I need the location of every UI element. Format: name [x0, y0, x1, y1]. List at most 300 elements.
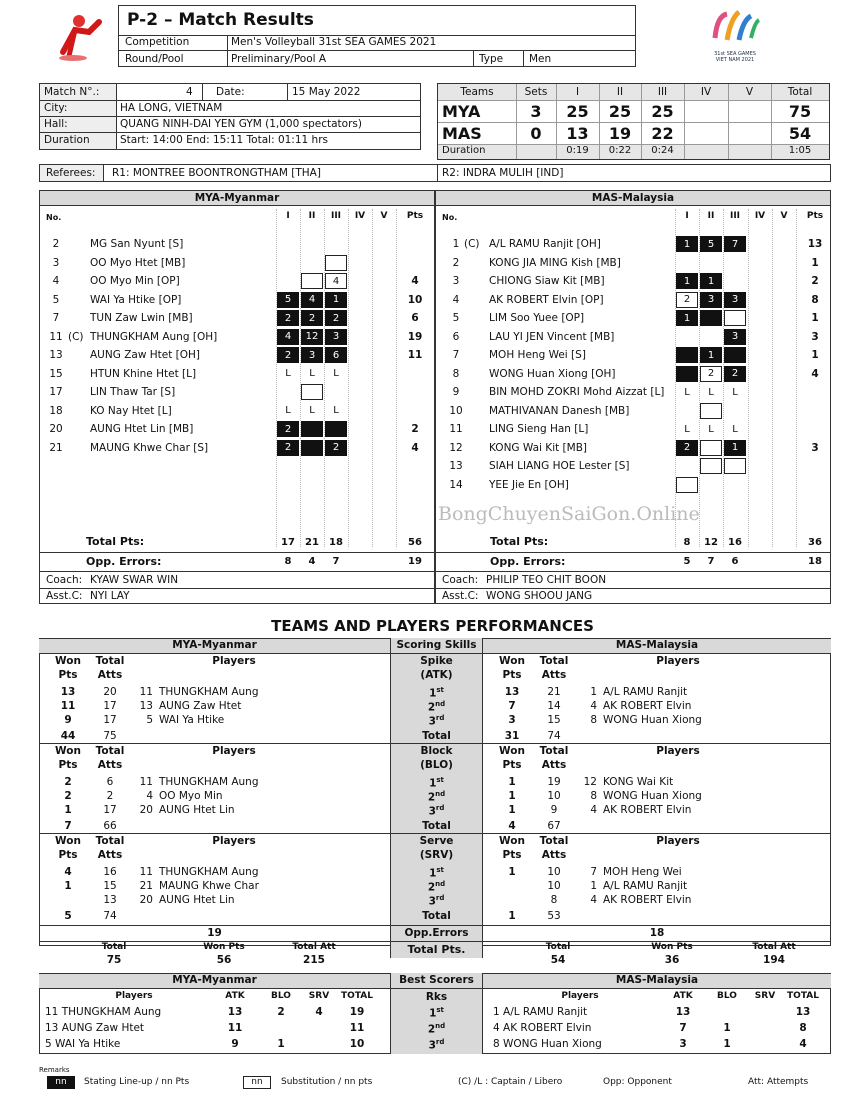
col-won: Won — [55, 655, 81, 667]
player-number: 11 — [49, 330, 63, 343]
rks-label: Rks — [425, 991, 448, 1003]
player-no: 8 — [590, 714, 597, 726]
player-points: 3 — [811, 330, 819, 343]
total-atts: 13 — [103, 894, 117, 906]
set-header: I — [685, 211, 689, 221]
set-cell — [301, 236, 323, 252]
player-name: CHIONG Siaw Kit [MB] — [489, 275, 605, 287]
total-atts: 17 — [103, 714, 117, 726]
team-code: MAS — [442, 124, 482, 143]
set-cell — [700, 440, 722, 456]
duration-value: Start: 14:00 End: 15:11 Total: 01:11 hrs — [120, 134, 328, 146]
opp-label: Opp. Errors: — [490, 555, 566, 568]
col-total: Total — [95, 655, 125, 667]
player-name: AUNG Htet Lin [MB] — [90, 423, 194, 435]
total-cell: 12 — [704, 537, 718, 548]
tot-value: 215 — [303, 954, 325, 966]
set-cell: 4 — [325, 273, 347, 289]
divider — [40, 588, 434, 589]
best-col-header: SRV — [308, 991, 330, 1001]
set-cell — [676, 347, 698, 363]
set-cell: 2 — [277, 421, 299, 437]
set-score: 22 — [651, 124, 674, 143]
tot-value: 36 — [664, 954, 680, 966]
set-cell: 2 — [277, 440, 299, 456]
player-no: 1 — [590, 880, 597, 892]
player-name: KONG Wai Kit [MB] — [489, 441, 588, 454]
player-points: 8 — [811, 293, 819, 306]
total-att: 66 — [103, 820, 117, 832]
player-points: 1 — [811, 256, 819, 269]
set-header: V — [380, 211, 388, 221]
total-atts: 10 — [547, 880, 561, 892]
set-duration: 0:19 — [566, 145, 589, 156]
total-att: 75 — [103, 730, 117, 742]
player-no: 4 — [590, 894, 597, 906]
total-att: 67 — [547, 820, 561, 832]
won-pts: 2 — [64, 790, 72, 802]
set-cell — [277, 236, 299, 252]
player-name: MATHIVANAN Danesh [MB] — [489, 404, 630, 417]
att-legend: Att: Attempts — [748, 1077, 809, 1087]
player-no: 12 — [583, 776, 597, 788]
set-cell: L — [684, 423, 690, 435]
set-cell: 2 — [700, 366, 722, 382]
divider — [436, 588, 830, 589]
rank-number: 3 — [428, 1039, 436, 1052]
set-score: 25 — [566, 102, 589, 121]
perf-skill-head: Scoring Skills — [396, 639, 477, 651]
player-name: LIM Soo Yuee [OP] — [489, 312, 585, 324]
player-number: 2 — [52, 238, 60, 250]
player-name: AK ROBERT Elvin — [603, 804, 692, 816]
remarks-label: Remarks — [39, 1066, 70, 1074]
rank-suffix: nd — [435, 700, 446, 708]
player-number: 10 — [449, 404, 463, 417]
col-pts: Pts — [502, 669, 522, 681]
coach-name: KYAW SWAR WIN — [90, 574, 179, 586]
set-cell — [724, 255, 746, 271]
perf-head-line — [39, 653, 831, 654]
set-cell: 3 — [724, 329, 746, 345]
set-cell — [700, 477, 722, 493]
mas-opp: 18 — [649, 927, 665, 939]
player-name: THUNGKHAM Aung — [159, 686, 259, 698]
player-number: 13 — [49, 349, 63, 361]
starting-legend: Stating Line-up / nn Pts — [84, 1077, 190, 1087]
player-no: 13 — [139, 700, 153, 712]
total-won: 7 — [64, 820, 72, 832]
player-name: KO Nay Htet [L] — [90, 404, 172, 417]
set-col-line — [348, 209, 349, 547]
tot-value: 194 — [763, 954, 785, 966]
starting-swatch: nn — [47, 1076, 75, 1089]
total-won: 4 — [508, 820, 516, 832]
set-col-line — [372, 209, 373, 547]
asst-label: Asst.C: — [442, 590, 479, 602]
player-name: BIN MOHD ZOKRI Mohd Aizzat [L] — [489, 386, 665, 398]
total-atts: 17 — [103, 700, 117, 712]
player-name: THUNGKHAM Aung [OH] — [90, 330, 218, 343]
total-atts: 14 — [547, 700, 561, 712]
player-no: 5 — [146, 714, 153, 726]
set-cell: 2 — [325, 310, 347, 326]
mya-opp: 19 — [207, 927, 222, 939]
player-no: 8 — [590, 790, 597, 802]
total-cell: 17 — [281, 537, 295, 548]
player-name: OO Myo Min [OP] — [90, 275, 180, 287]
set-score: 25 — [608, 102, 632, 121]
section-line — [39, 743, 831, 744]
best-title: Best Scorers — [399, 974, 474, 986]
hall-label: Hall: — [44, 118, 68, 130]
rank-number: 1 — [429, 687, 437, 700]
scorer-stat: 13 — [675, 1006, 691, 1018]
rank — [390, 700, 483, 714]
player-number: 7 — [52, 312, 60, 324]
set-cell — [277, 255, 299, 271]
date-label: Date: — [216, 86, 245, 98]
total-att: 74 — [547, 730, 561, 742]
player-name: AK ROBERT Elvin — [603, 894, 692, 906]
scorer-stat: 1 — [723, 1038, 731, 1050]
col-total: Total — [95, 835, 125, 847]
rank-number: 1 — [429, 1007, 437, 1020]
set-cell: 1 — [724, 440, 746, 456]
player-name: AUNG Htet Lin — [159, 804, 235, 816]
score-header: IV — [700, 86, 712, 98]
total-atts: 6 — [106, 776, 114, 788]
opp-cell: 7 — [707, 556, 715, 567]
col-won: Won — [55, 745, 81, 757]
tot-header: Won Pts — [651, 942, 693, 952]
section-line — [39, 833, 831, 834]
sets-won: 0 — [530, 124, 542, 143]
player-number: 3 — [52, 256, 60, 269]
player-name: AUNG Htet Lin — [159, 894, 235, 906]
set-cell: 5 — [277, 292, 299, 308]
col-players: Players — [656, 655, 700, 667]
opp-cell: 8 — [284, 556, 292, 567]
player-points: 4 — [811, 367, 819, 380]
player-name: TUN Zaw Lwin [MB] — [90, 312, 193, 324]
skill-name: Spike — [420, 655, 453, 667]
player-number: 14 — [449, 478, 463, 491]
best-rank — [390, 1022, 483, 1036]
mas-roster — [435, 190, 831, 604]
set-header: IV — [754, 211, 766, 221]
scorer-stat: 2 — [277, 1006, 285, 1018]
set-cell: 3 — [700, 292, 722, 308]
won-pts: 1 — [64, 804, 72, 816]
set-cell — [700, 310, 722, 326]
best-col-header: ATK — [673, 991, 693, 1001]
best-col-header: SRV — [754, 991, 776, 1001]
won-pts: 1 — [508, 866, 516, 878]
coach-name: PHILIP TEO CHIT BOON — [486, 574, 607, 586]
player-no: 4 — [590, 700, 597, 712]
best-rank — [390, 1038, 483, 1052]
sea-games-logo — [705, 8, 765, 66]
player-no: 20 — [139, 894, 153, 906]
rank — [390, 880, 483, 894]
rank-number: 2 — [427, 881, 436, 894]
player-name: KONG JIA MING Kish [MB] — [489, 256, 621, 269]
scorer-stat: 13 — [227, 1006, 243, 1018]
page-title: P-2 – Match Results — [127, 10, 314, 30]
total-att: 53 — [547, 910, 561, 922]
scorer-name: 5 WAI Ya Htike — [45, 1038, 121, 1050]
total-points: 75 — [788, 102, 812, 121]
player-points: 6 — [411, 312, 419, 324]
set-cell: 1 — [700, 273, 722, 289]
set-cell — [277, 273, 299, 289]
set-cell: 2 — [724, 366, 746, 382]
player-number: 17 — [49, 386, 63, 398]
scorer-stat: 1 — [723, 1022, 731, 1034]
col-pts: Pts — [58, 669, 78, 681]
best-mas-head: MAS-Malaysia — [483, 974, 831, 988]
player-points: 3 — [811, 441, 819, 454]
rank-suffix: rd — [435, 804, 445, 812]
player-points: 10 — [407, 293, 423, 306]
total-atts: 10 — [547, 790, 561, 802]
won-pts: 13 — [504, 686, 520, 698]
rank-suffix: st — [436, 866, 444, 874]
skill-name: Serve — [419, 835, 454, 847]
player-number: 5 — [452, 312, 460, 324]
player-number: 21 — [49, 441, 63, 454]
total-atts: 9 — [550, 804, 558, 816]
won-pts: 2 — [64, 776, 72, 788]
set-cell: 1 — [676, 310, 698, 326]
rank-suffix: rd — [435, 714, 445, 722]
rank-number: 2 — [427, 1023, 436, 1036]
score-row-line — [438, 100, 829, 101]
set-cell — [301, 255, 323, 271]
subst-legend: Substitution / nn pts — [281, 1077, 373, 1087]
player-number: 4 — [52, 275, 60, 287]
player-name: OO Myo Min — [159, 790, 223, 802]
divider — [40, 571, 434, 572]
player-no: 11 — [139, 686, 153, 698]
duration-label: Duration — [442, 145, 486, 156]
set-cell: 12 — [301, 329, 323, 345]
total-points: 54 — [788, 124, 812, 143]
rank-number: 1 — [429, 777, 437, 790]
won-pts: 1 — [64, 880, 72, 892]
opp-cell: 18 — [808, 556, 822, 567]
set-cell: 3 — [325, 329, 347, 345]
no-header: No. — [442, 213, 458, 222]
rank — [390, 714, 483, 728]
total-won: 44 — [60, 730, 76, 742]
set-cell: L — [684, 386, 690, 398]
tot-value: 75 — [106, 954, 122, 966]
set-cell — [277, 384, 299, 400]
set-cell — [301, 440, 323, 456]
totpts-label: Total Pts. — [407, 943, 466, 956]
tot-value: 56 — [216, 954, 232, 966]
performance-title: TEAMS AND PLAYERS PERFORMANCES — [271, 617, 594, 635]
player-number: 7 — [452, 349, 460, 361]
won-pts: 3 — [508, 714, 516, 726]
player-name: WAI Ya Htike [OP] — [90, 293, 182, 306]
total-cell: 8 — [683, 537, 691, 548]
total-won: 5 — [64, 910, 72, 922]
set-cell — [700, 255, 722, 271]
won-pts: 9 — [64, 714, 72, 726]
round-label: Round/Pool — [125, 53, 184, 65]
col-won: Won — [499, 655, 525, 667]
set-header: Pts — [806, 211, 824, 221]
player-no: 20 — [139, 804, 153, 816]
won-pts: 13 — [60, 686, 76, 698]
subst-swatch: nn — [243, 1076, 271, 1089]
scorer-name: 13 AUNG Zaw Htet — [45, 1022, 145, 1034]
set-cell: 4 — [277, 329, 299, 345]
player-name: AUNG Zaw Htet [OH] — [90, 349, 201, 361]
set-cell — [325, 236, 347, 252]
city-value: HA LONG, VIETNAM — [120, 102, 223, 114]
col-total: Total — [539, 655, 569, 667]
rank — [390, 894, 483, 908]
rank-number: 2 — [427, 791, 436, 804]
col-pts: Pts — [502, 759, 522, 771]
logo-text-line2: VIET NAM 2021 — [715, 57, 755, 63]
set-cell: 5 — [700, 236, 722, 252]
city-label: City: — [44, 102, 68, 114]
referees-label: Referees: — [46, 167, 96, 179]
best-col-header: Players — [115, 991, 153, 1001]
coach-label: Coach: — [46, 574, 83, 586]
set-cell — [676, 329, 698, 345]
set-cell: L — [333, 368, 339, 379]
rank-suffix: nd — [435, 790, 446, 798]
set-col-line — [796, 209, 797, 547]
player-name: MOH Heng Wei [S] — [489, 349, 586, 361]
won-pts: 1 — [508, 804, 516, 816]
player-no: 11 — [139, 776, 153, 788]
set-cell: L — [732, 386, 738, 398]
rank — [390, 686, 483, 700]
player-points: 2 — [411, 423, 419, 435]
scorer-stat: 13 — [795, 1006, 811, 1018]
player-no: 4 — [590, 804, 597, 816]
skill-code: (BLO) — [420, 759, 453, 771]
total-label: Total — [422, 910, 451, 922]
scorer-stat: 7 — [679, 1022, 687, 1034]
scorer-stat: 19 — [349, 1006, 365, 1018]
col-total: Total — [95, 745, 125, 757]
score-header: Sets — [524, 86, 548, 98]
set-cell — [676, 366, 698, 382]
captain-mark: (C) — [68, 330, 84, 343]
player-points: 2 — [811, 275, 819, 287]
total-atts: 21 — [547, 686, 561, 698]
set-cell — [700, 403, 722, 419]
total-cell: 16 — [728, 537, 742, 548]
set-cell — [724, 403, 746, 419]
best-col-header: Players — [561, 991, 599, 1001]
col-pts: Pts — [502, 849, 522, 861]
score-header: Total — [787, 86, 813, 98]
watermark: BongChuyenSaiGon.Online — [438, 503, 700, 525]
competition-label: Competition — [125, 36, 190, 48]
set-cell — [325, 384, 347, 400]
set-cell — [676, 255, 698, 271]
col-atts: Atts — [97, 759, 123, 771]
won-pts: 1 — [508, 776, 516, 788]
rank-number: 1 — [429, 867, 437, 880]
player-name: WONG Huan Xiong [OH] — [489, 367, 616, 380]
score-header: III — [657, 86, 668, 98]
type-value: Men — [529, 53, 552, 65]
team-name: MAS-Malaysia — [591, 192, 675, 204]
col-won: Won — [499, 745, 525, 757]
captain-legend: (C) /L : Captain / Libero — [458, 1077, 563, 1087]
perf-mas-head: MAS-Malaysia — [483, 639, 831, 653]
player-name: WONG Huan Xiong — [603, 790, 702, 802]
competition-value: Men's Volleyball 31st SEA GAMES 2021 — [231, 36, 437, 48]
score-header: I — [575, 86, 580, 98]
set-cell: 1 — [676, 236, 698, 252]
player-no: 11 — [139, 866, 153, 878]
tot-header: Total Att — [292, 942, 336, 952]
set-cell: L — [285, 368, 291, 379]
player-points: 1 — [811, 349, 819, 361]
score-row-line — [438, 122, 829, 123]
scorer-stat: 9 — [231, 1038, 239, 1050]
rank — [390, 776, 483, 790]
score-header: II — [616, 86, 624, 98]
set-col-line — [772, 209, 773, 547]
player-name: AK ROBERT Elvin — [603, 700, 692, 712]
asst-name: NYI LAY — [90, 590, 130, 602]
set-cell — [700, 458, 722, 474]
tot-header: Total — [101, 942, 127, 952]
set-cell — [724, 458, 746, 474]
set-cell: L — [708, 386, 714, 398]
col-players: Players — [212, 835, 256, 847]
set-cell — [301, 421, 323, 437]
player-name: MG San Nyunt [S] — [90, 238, 184, 250]
rank — [390, 866, 483, 880]
player-number: 20 — [49, 423, 63, 435]
scorer-stat: 8 — [799, 1022, 807, 1034]
col-atts: Atts — [541, 669, 567, 681]
col-players: Players — [656, 745, 700, 757]
set-cell — [301, 273, 323, 289]
col-total: Total — [539, 745, 569, 757]
set-cell — [325, 421, 347, 437]
set-col-line — [748, 209, 749, 547]
captain-mark: (C) — [464, 238, 480, 250]
asst-label: Asst.C: — [46, 590, 83, 602]
player-name: LING Sieng Han [L] — [489, 423, 589, 435]
set-header: I — [286, 211, 290, 221]
score-header: V — [745, 86, 754, 98]
player-number: 5 — [52, 293, 60, 306]
set-cell: 2 — [277, 310, 299, 326]
set-cell: L — [285, 405, 291, 416]
player-name: MAUNG Khwe Char — [159, 880, 259, 892]
total-atts: 19 — [547, 776, 561, 788]
opp-legend: Opp: Opponent — [603, 1077, 672, 1087]
player-points: 4 — [411, 275, 419, 287]
mya-roster — [39, 190, 435, 604]
won-pts: 11 — [60, 700, 76, 712]
